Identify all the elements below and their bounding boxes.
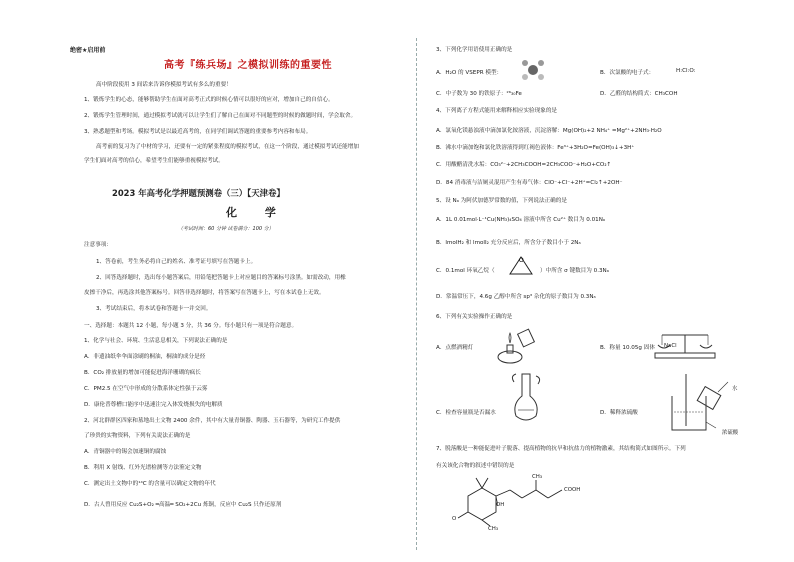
q2-option-d: D．古人曾用反应 Cu₂S+O₂ ═高温═ SO₂+2Cu 炼铜，反应中 Cu₂S 只作还原剂 xyxy=(84,502,282,508)
q2-option-b: B．利用 X 射线、红外光谱检测等方法鉴定文物 xyxy=(84,465,202,471)
q5-stem: 5、设 Nₐ 为阿伏加德罗常数的值，下列说法正确的是 xyxy=(436,198,567,204)
q6-acid-label: 浓硫酸 xyxy=(722,430,739,436)
q2-stem-2: 了珍贵的实物资料，下列有关说法正确的是 xyxy=(84,433,191,439)
q7-mol-oh: OH xyxy=(496,502,505,508)
q3-electron-formula: H:Cl:O: xyxy=(676,68,696,74)
q6-label-a: A．点燃酒精灯 xyxy=(436,345,474,351)
q5-option-c-post: ）中所含 σ 键数目为 0.3Nₐ xyxy=(540,268,609,274)
q3-option-c: C．中子数为 30 的铁原子：²⁶₃₀Fe xyxy=(436,91,522,97)
q1-option-d: D．康伦普尊槽口能序中迅速注完入体发烧损失的电解质 xyxy=(84,402,223,408)
alcohol-lamp-icon xyxy=(488,325,538,365)
q3-option-a: A．H₂O 的 VSEPR 模型： xyxy=(436,70,503,76)
intro-line-1: 高中阶段使用 3 间话来告诉你模拟考试有多么的重要！ xyxy=(96,82,232,88)
intro-line-2: 高考前的复习为了中材的学习，还要有一定的紧张程度的模拟考试，在这一个阶段，通过模拟考试还能增加 xyxy=(96,144,359,150)
q2-option-c: C．测定出土文物中的¹⁴C 的含量可以确定文物的年代 xyxy=(84,481,216,487)
q1-option-c: C．PM2.5 在空气中形成的分散系体定性强于云雾 xyxy=(84,386,208,392)
notice-heading: 注意事项： xyxy=(84,242,112,248)
q6-label-b: B．称量 10.05g 固体 xyxy=(600,345,655,351)
q4-option-c: C．用酸醋清洗水垢：CO₃²⁻+2CH₃COOH=2CH₃COO⁻+H₂O+CO₂↑ xyxy=(436,162,612,168)
q6-label-d: D．稀释浓硫酸 xyxy=(600,410,638,416)
q3-option-d: D．乙醛的结构简式：CH₃COH xyxy=(600,91,678,97)
q6-label-c: C．检查容量瓶是否漏水 xyxy=(436,410,496,416)
point-1: 1、锻炼学生的心态，能够帮助学生在面对高考正式的时候心情可以很好的应对，增加自己的自信心。 xyxy=(84,97,334,103)
exam-meta: （考试时间：60 分钟 试卷满分：100 分） xyxy=(178,226,274,232)
q5-option-d: D．常温常压下，4.6g 乙醇中所含 sp³ 杂化的原子数目为 0.3Nₐ xyxy=(436,294,596,300)
q4-option-a: A．氯氧化镁悬浊液中滴加氯化铵溶液，沉淀溶解：Mg(OH)₂+2 NH₄⁺ =Mg²⁺+2NH₃·H₂O xyxy=(436,128,662,134)
notice-item-2: 2、回答选择题时，选出每小题答案后，用铅笔把答题卡上对应题目的答案标号涂黑。如需改动，用橡 xyxy=(96,275,346,281)
notice-item-1: 1、答卷前，考生务必将自己的姓名、准考证号填写在答题卡上。 xyxy=(96,259,257,265)
q7-stem-1: 7、脱落酸是一种能促进叶子脱落、提高植物的抗旱和抗盐力的植物激素，其结构简式如图所示。下列 xyxy=(436,446,686,452)
seal-label: 绝密★启用前 xyxy=(70,47,106,54)
dilution-beaker-icon xyxy=(660,372,740,434)
epoxyethane-icon xyxy=(506,254,536,278)
q2-option-a: A．青铜器中的锡会加速铜的腐蚀 xyxy=(84,449,167,455)
q7-mol-cooh: COOH xyxy=(564,487,581,493)
vsepr-model-icon xyxy=(520,58,546,82)
q3-option-b: B．次氯酸的电子式： xyxy=(600,70,655,76)
point-2: 2、锻炼学生管理时间，通过模拟考试就可以让学生们了解自己在面对不同题型的时候的做题时间，学会取舍。 xyxy=(84,113,357,119)
q4-option-b: B．沸水中滴加饱和氯化铁溶液得到红褐色液体：Fe³⁺+3H₂O=Fe(OH)₃↓+3H⁺ xyxy=(436,145,635,151)
q6-balance-label: NaCl xyxy=(664,343,677,349)
q7-mol-ch3-top: CH₃ xyxy=(532,474,542,480)
volumetric-flask-icon xyxy=(508,372,544,428)
notice-item-5: 一、选择题：本题共 12 小题，每小题 3 分，共 36 分。每小题只有一项是符合题意。 xyxy=(84,323,298,329)
notice-item-4: 3、考试结束后，将本试卷和答题卡一并交回。 xyxy=(96,306,212,312)
column-divider xyxy=(416,38,417,550)
q5-option-a: A．1L 0.01mol·L⁻¹Cu(NH₃)₄SO₄ 溶液中所含 Cu²⁺ 数目为 0.01Nₐ xyxy=(436,217,606,223)
headline: 高考『练兵场』之模拟训练的重要性 xyxy=(164,60,332,71)
q2-stem-1: 2、河北群群区四家和墓地出土文物 2400 余件，其中有大量青铜器、陶器、玉石器等，为研究工作提供 xyxy=(84,418,341,424)
point-3: 3、熟悉题型和考场。模拟考试是以最近高考的，在同学们调试答题的重要参考内容和布局。 xyxy=(84,129,312,135)
svg-text:O: O xyxy=(519,258,524,264)
intro-line-3: 学生们面对高考的信心，希望考生们能够重视模拟考试。 xyxy=(84,158,224,164)
notice-item-3: 皮擦干净后，再选涂其他答案标号。回答非选择题时，将答案写在答题卡上，写在本试卷上无效。 xyxy=(84,290,325,296)
q4-stem: 4、下列离子方程式能用来解释相应实验现象的是 xyxy=(436,108,558,114)
q7-mol-ch3-bottom: CH₃ xyxy=(488,526,498,532)
subject-title: 化 学 xyxy=(226,206,288,219)
balance-icon xyxy=(650,325,720,361)
q1-option-b: B．CO₂ 排放量的增加可能促进海洋珊瑚的疯长 xyxy=(84,370,201,376)
q7-mol-o: O xyxy=(452,516,457,522)
q5-option-b: B．lmolH₂ 和 lmolI₂ 充分反应后，所含分子数目小于 2Nₐ xyxy=(436,240,581,246)
q1-stem: 1、化学与社会、环境、生活息息相关，下列说法正确的是 xyxy=(84,338,228,344)
q5-option-c-pre: C．0.1mol 环氧乙烷（ xyxy=(436,268,495,274)
q7-stem-2: 有关该化合物的叙述中错误的是 xyxy=(436,463,515,469)
q3-stem: 3、下列化学用语使用正确的是 xyxy=(436,47,513,53)
abscisic-acid-structure-icon xyxy=(452,470,602,530)
q6-water-label: 水 xyxy=(732,386,738,392)
q1-option-a: A．非遗油纸伞伞面涂刷的桐油，桐油的成分是烃 xyxy=(84,354,206,360)
q6-stem: 6、下列有关实验操作正确的是 xyxy=(436,314,513,320)
q4-option-d: D．84 消毒液与洁厕灵混用产生有毒气体：ClO⁻+Cl⁻+2H⁺=Cl₂↑+2OH⁻ xyxy=(436,180,623,186)
exam-title: 2023 年高考化学押题预测卷（三）【天津卷】 xyxy=(112,188,285,198)
